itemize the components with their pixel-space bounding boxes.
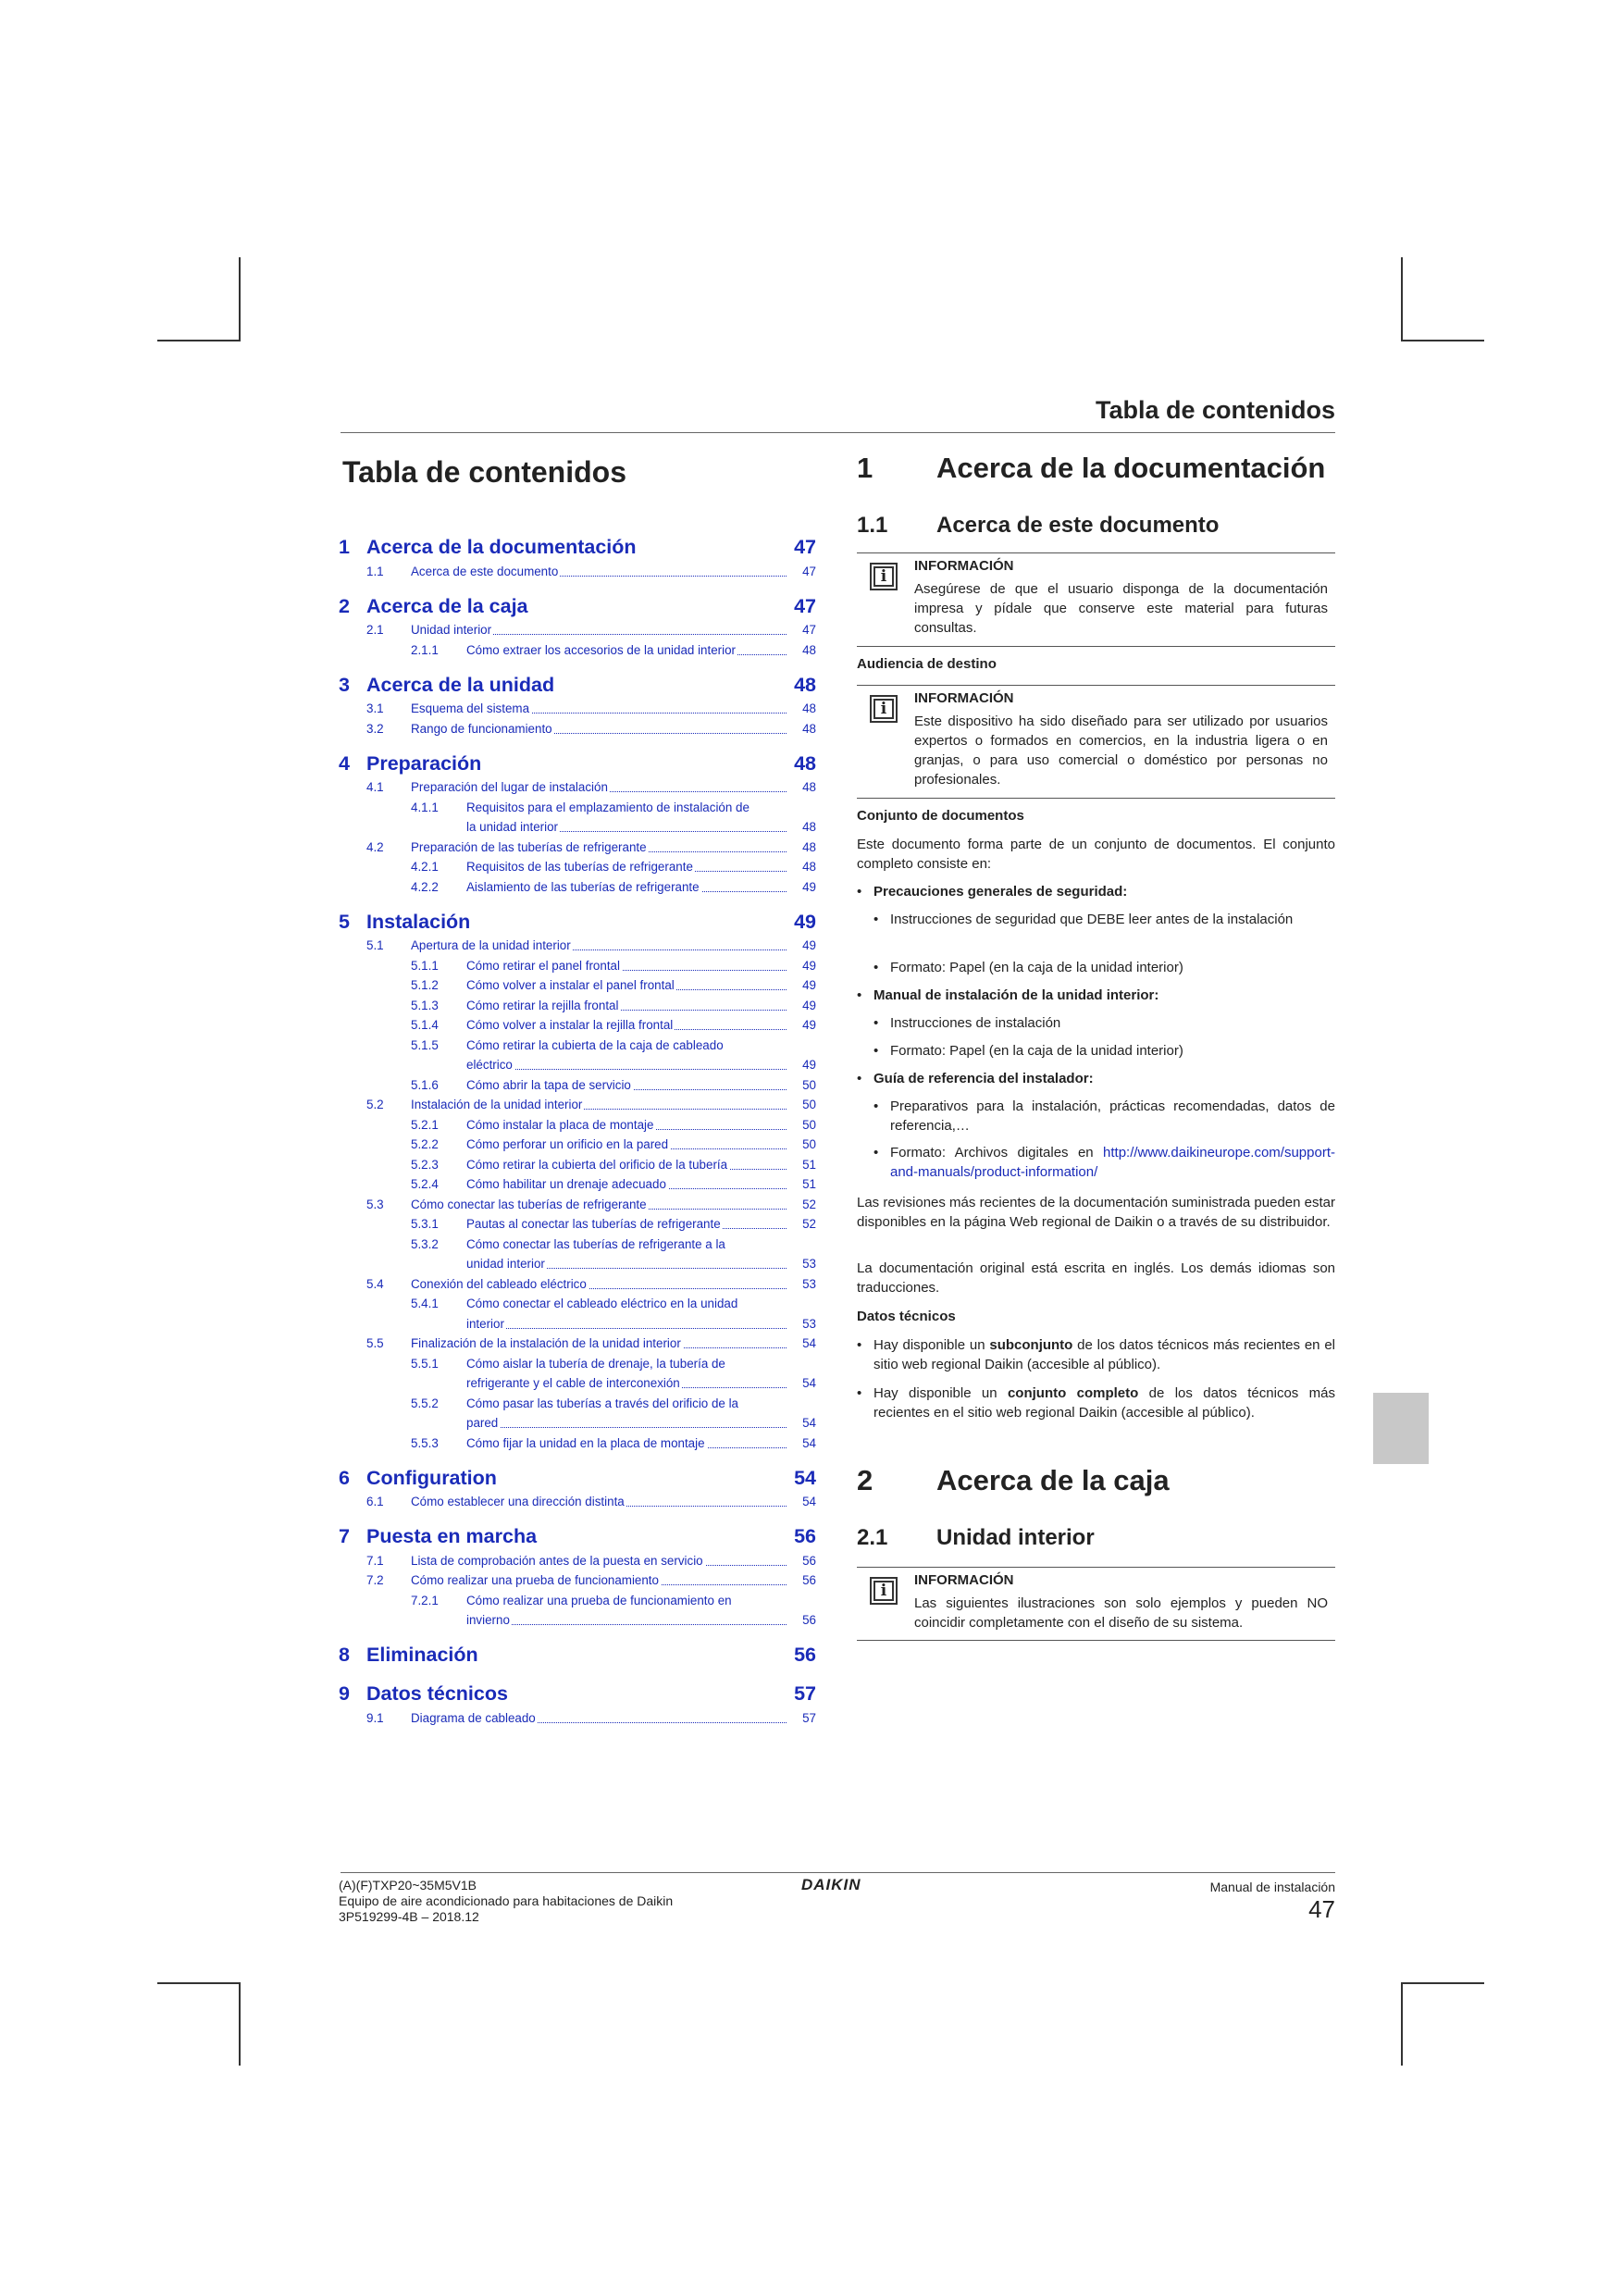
toc-entry-number: 4.2.1 — [411, 860, 439, 874]
section-heading-2-1 — [857, 1525, 1095, 1551]
section-title: Acerca de la caja — [936, 1464, 1170, 1496]
page-number: 47 — [1308, 1895, 1335, 1923]
toc-entry-page: 49 — [802, 938, 816, 952]
toc-entry[interactable] — [339, 1611, 816, 1629]
toc-entry-page: 48 — [802, 820, 816, 834]
crop-mark — [1401, 1982, 1403, 2066]
toc-entry[interactable] — [339, 1116, 816, 1134]
crop-mark — [1401, 340, 1484, 341]
daikin-manuals-link[interactable]: http://www.daikineurope.com/support-and-manuals/product-information/ — [890, 1145, 1335, 1180]
toc-section-number: 3 — [339, 673, 350, 696]
chapter-tab — [1373, 1393, 1429, 1464]
section-heading-2 — [857, 1464, 1170, 1497]
daikin-logo: DAIKIN — [801, 1876, 861, 1893]
list-item: • Guía de referencia del instalador: — [857, 1071, 1094, 1086]
subheading-datos: Datos técnicos — [857, 1309, 956, 1324]
toc-entry[interactable] — [339, 1275, 816, 1293]
toc-entry-number: 5.4 — [366, 1276, 384, 1291]
toc-entry-number: 7.1 — [366, 1553, 384, 1568]
toc-section-number: 1 — [339, 536, 350, 558]
toc-section-number: 5 — [339, 910, 350, 933]
toc-section-page: 56 — [794, 1525, 816, 1547]
toc-entry-number: 5.5 — [366, 1336, 384, 1350]
paragraph: La documentación original está escrita en inglés. Los demás idiomas son traducciones. — [857, 1260, 1335, 1296]
toc-section[interactable] — [339, 751, 816, 776]
toc-entry-number: 5.2.1 — [411, 1117, 439, 1132]
toc-entry[interactable] — [339, 957, 816, 974]
toc-entry-number: 5.2.3 — [411, 1157, 439, 1172]
section-title: Unidad interior — [936, 1525, 1095, 1550]
toc-entry[interactable] — [339, 1016, 816, 1034]
toc-section[interactable] — [339, 593, 816, 619]
info-title: INFORMACIÓN — [914, 1572, 1014, 1588]
toc-entry[interactable] — [339, 878, 816, 896]
section-number: 2 — [857, 1464, 873, 1496]
footer-description: Equipo de aire acondicionado para habitaciones de Daikin — [339, 1893, 674, 1908]
section-heading-1-1 — [857, 513, 1219, 539]
crop-mark — [1401, 1982, 1484, 1984]
toc-entry[interactable] — [339, 778, 816, 796]
toc-entry-number: 5.1.5 — [411, 1037, 439, 1052]
toc-entry[interactable] — [339, 858, 816, 875]
toc-entry[interactable] — [339, 1255, 816, 1272]
toc-entry-label: Lista de comprobación antes de la puesta en servicio — [411, 1553, 703, 1568]
toc-entry-page: 49 — [802, 879, 816, 894]
toc-section-page: 49 — [794, 910, 816, 933]
toc-section-page: 48 — [794, 751, 816, 775]
toc-entry[interactable] — [339, 1374, 816, 1392]
toc-entry[interactable] — [339, 1414, 816, 1432]
toc-entry[interactable] — [339, 700, 816, 717]
toc-section[interactable] — [339, 534, 816, 560]
toc-entry-page: 48 — [802, 642, 816, 657]
toc-entry-page: 50 — [802, 1077, 816, 1092]
info-icon: i — [870, 563, 898, 590]
toc-entry-label: Cómo establecer una dirección distinta — [411, 1495, 625, 1508]
footer-manual: Manual de instalación — [1209, 1880, 1335, 1894]
toc-entry-number: 5.2.4 — [411, 1177, 439, 1191]
toc-entry[interactable] — [339, 818, 816, 836]
toc-entry[interactable] — [339, 1295, 816, 1312]
toc-entry[interactable] — [339, 937, 816, 954]
section-title: Acerca de este documento — [936, 513, 1220, 538]
toc-entry-label: Cómo retirar la cubierta del orificio de la tubería — [466, 1157, 728, 1172]
crop-mark — [157, 1982, 241, 1984]
toc-entry-page: 48 — [802, 839, 816, 854]
toc-entry-number: 5.2.2 — [411, 1137, 439, 1151]
toc-entry-page: 50 — [802, 1098, 816, 1111]
toc-entry-label: Rango de funcionamiento — [411, 721, 552, 736]
toc-entry[interactable] — [339, 1552, 816, 1570]
toc-entry-label: Aislamiento de las tuberías de refrigerante — [466, 879, 700, 894]
toc-entry-label: invierno — [466, 1613, 510, 1627]
toc-entry-number: 7.2.1 — [411, 1593, 439, 1607]
toc-entry-label: Unidad interior — [411, 623, 492, 637]
toc-entry-page: 54 — [802, 1336, 816, 1350]
info-box — [857, 685, 1335, 799]
list-item: • Preparativos para la instalación, prácticas recomendadas, datos de referencia,… — [873, 1098, 1335, 1134]
crop-mark — [239, 257, 241, 341]
footer-code: 3P519299-4B – 2018.12 — [339, 1909, 479, 1924]
list-item: • Hay disponible un conjunto completo de los datos técnicos más recientes en el sitio web regional Daikin (accesible al público). — [857, 1385, 1335, 1421]
toc-entry-page: 53 — [802, 1276, 816, 1291]
toc-entry-number: 3.1 — [366, 701, 384, 715]
toc-entry-label: Cómo habilitar un drenaje adecuado — [466, 1177, 666, 1191]
toc-entry-number: 5.1.1 — [411, 958, 439, 973]
toc-entry[interactable] — [339, 1395, 816, 1412]
toc-entry-number: 3.2 — [366, 721, 384, 736]
toc-entry[interactable] — [339, 621, 816, 639]
toc-entry-label: la unidad interior — [466, 820, 559, 834]
toc-entry-number: 5.1 — [366, 938, 384, 952]
toc-entry-number: 5.5.3 — [411, 1435, 439, 1450]
toc-section-label: Acerca de la documentación — [366, 536, 637, 558]
toc-section-page: 56 — [794, 1644, 816, 1666]
paragraph: Este documento forma parte de un conjunto de documentos. El conjunto completo consiste en: — [857, 837, 1335, 872]
toc-entry-label: Cómo realizar una prueba de funcionamiento en — [466, 1593, 732, 1607]
toc-entry-label: Cómo conectar el cableado eléctrico en la unidad — [466, 1297, 738, 1310]
toc-entry[interactable] — [339, 1571, 816, 1589]
toc-entry-number: 5.2 — [366, 1098, 384, 1111]
toc-entry-label: eléctrico — [466, 1058, 513, 1072]
toc-section-label: Acerca de la unidad — [366, 673, 555, 696]
footer-info — [339, 1878, 673, 1925]
toc-entry-label: Acerca de este documento — [411, 564, 559, 578]
toc-entry-page: 53 — [802, 1316, 816, 1331]
toc-entry-number: 4.2.2 — [411, 879, 439, 894]
toc-entry-label: Preparación del lugar de instalación — [411, 780, 608, 794]
toc-entry-page: 56 — [802, 1573, 816, 1587]
toc-entry-number: 5.3 — [366, 1197, 384, 1211]
footer-model: (A)(F)TXP20~35M5V1B — [339, 1878, 477, 1893]
toc-section[interactable] — [339, 1465, 816, 1491]
running-header: Tabla de contenidos — [1095, 396, 1335, 424]
toc-entry-page: 54 — [802, 1376, 816, 1390]
toc-section-number: 6 — [339, 1466, 350, 1489]
toc-entry-label: Requisitos para el emplazamiento de instalación de — [466, 800, 750, 814]
toc-entry-page: 56 — [802, 1553, 816, 1568]
toc-entry-number: 5.1.6 — [411, 1077, 439, 1092]
list-item: • Formato: Papel (en la caja de la unidad interior) — [873, 960, 1183, 975]
table-of-contents — [339, 534, 816, 1727]
toc-section-label: Eliminación — [366, 1644, 478, 1666]
toc-entry[interactable] — [339, 1709, 816, 1727]
toc-entry[interactable] — [339, 997, 816, 1014]
toc-entry[interactable] — [339, 720, 816, 738]
toc-entry-number: 5.3.2 — [411, 1236, 439, 1251]
info-title: INFORMACIÓN — [914, 558, 1014, 574]
toc-section-page: 54 — [794, 1466, 816, 1489]
toc-entry[interactable] — [339, 1036, 816, 1054]
toc-entry-label: refrigerante y el cable de interconexión — [466, 1376, 680, 1390]
list-item: • Precauciones generales de seguridad: — [857, 884, 1128, 900]
toc-entry-page: 48 — [802, 701, 816, 715]
toc-section[interactable] — [339, 672, 816, 698]
toc-entry[interactable] — [339, 1175, 816, 1193]
section-number: 2.1 — [857, 1525, 888, 1550]
subheading-conjunto: Conjunto de documentos — [857, 808, 1024, 824]
toc-entry[interactable] — [339, 1096, 816, 1113]
toc-entry-label: Cómo instalar la placa de montaje — [466, 1117, 654, 1132]
footer-rule — [341, 1872, 1335, 1873]
toc-entry-label: Diagrama de cableado — [411, 1710, 536, 1725]
toc-entry-number: 1.1 — [366, 564, 384, 578]
toc-entry-number: 7.2 — [366, 1573, 384, 1587]
info-box — [857, 1567, 1335, 1641]
toc-entry-page: 50 — [802, 1137, 816, 1151]
crop-mark — [157, 340, 241, 341]
toc-entry-label: Preparación de las tuberías de refrigerante — [411, 839, 647, 854]
toc-entry-page: 52 — [802, 1217, 816, 1231]
list-item: • Instrucciones de seguridad que DEBE leer antes de la instalación — [873, 912, 1294, 927]
toc-entry[interactable] — [339, 1196, 816, 1213]
toc-entry-page: 54 — [802, 1495, 816, 1508]
toc-entry-label: Cómo fijar la unidad en la placa de montaje — [466, 1435, 705, 1450]
info-title: INFORMACIÓN — [914, 690, 1014, 706]
subheading-audiencia: Audiencia de destino — [857, 656, 997, 672]
toc-entry[interactable] — [339, 1334, 816, 1352]
toc-entry[interactable] — [339, 1592, 816, 1609]
toc-entry-label: Cómo abrir la tapa de servicio — [466, 1077, 631, 1092]
toc-entry-page: 57 — [802, 1710, 816, 1725]
toc-entry-page: 54 — [802, 1435, 816, 1450]
toc-entry-page: 52 — [802, 1197, 816, 1211]
toc-entry-label: Cómo volver a instalar la rejilla frontal — [466, 1018, 674, 1032]
toc-entry-label: Cómo aislar la tubería de drenaje, la tubería de — [466, 1356, 725, 1371]
toc-entry-label: Apertura de la unidad interior — [411, 938, 571, 952]
toc-entry-page: 50 — [802, 1117, 816, 1132]
toc-entry-number: 5.1.4 — [411, 1018, 439, 1032]
toc-entry-page: 56 — [802, 1613, 816, 1627]
toc-entry[interactable] — [339, 1493, 816, 1510]
toc-entry[interactable] — [339, 1076, 816, 1094]
info-text: Asegúrese de que el usuario disponga de la documentación impresa y pídale que conserve este material para futuras consultas. — [914, 581, 1328, 636]
toc-section[interactable] — [339, 1681, 816, 1706]
toc-entry[interactable] — [339, 1315, 816, 1333]
toc-entry-number: 5.5.1 — [411, 1356, 439, 1371]
toc-section-label: Configuration — [366, 1466, 497, 1489]
toc-entry-number: 5.1.2 — [411, 978, 439, 992]
toc-entry[interactable] — [339, 1235, 816, 1253]
toc-section-number: 4 — [339, 751, 350, 775]
toc-section-page: 47 — [794, 594, 816, 617]
toc-entry-label: Cómo extraer los accesorios de la unidad interior — [466, 642, 737, 657]
toc-entry[interactable] — [339, 1056, 816, 1074]
toc-entry-label: Cómo perforar un orificio en la pared — [466, 1137, 669, 1151]
toc-section-number: 2 — [339, 594, 350, 617]
toc-entry-label: Cómo conectar las tuberías de refrigerante — [411, 1197, 647, 1211]
toc-section-page: 47 — [794, 536, 816, 558]
section-heading-1 — [857, 452, 1325, 485]
toc-entry[interactable] — [339, 1434, 816, 1452]
toc-entry-label: Cómo retirar el panel frontal — [466, 958, 620, 973]
toc-section-label: Instalación — [366, 910, 471, 933]
toc-entry-label: Pautas al conectar las tuberías de refrigerante — [466, 1217, 721, 1231]
list-item: • Formato: Papel (en la caja de la unidad interior) — [873, 1043, 1183, 1059]
toc-entry-number: 5.1.3 — [411, 998, 439, 1012]
toc-entry-page: 53 — [802, 1257, 816, 1271]
toc-section-page: 48 — [794, 673, 816, 696]
crop-mark — [239, 1982, 241, 2066]
toc-section-number: 7 — [339, 1525, 350, 1547]
toc-entry-label: Requisitos de las tuberías de refrigerante — [466, 860, 693, 874]
toc-entry-page: 49 — [802, 1018, 816, 1032]
toc-entry-page: 51 — [802, 1177, 816, 1191]
toc-section-page: 57 — [794, 1682, 816, 1705]
crop-mark — [1401, 257, 1403, 341]
info-text: Este dispositivo ha sido diseñado para ser utilizado por usuarios expertos o formados en comercios, en la industria ligera o en granjas, o para uso comercial o doméstico por personas no profesionales. — [914, 714, 1328, 788]
toc-entry[interactable] — [339, 1355, 816, 1372]
list-item: • Manual de instalación de la unidad interior: — [857, 987, 1159, 1003]
info-box — [857, 552, 1335, 647]
toc-section[interactable] — [339, 1642, 816, 1668]
toc-entry-number: 9.1 — [366, 1710, 384, 1725]
header-rule — [341, 432, 1335, 433]
toc-entry[interactable] — [339, 799, 816, 816]
toc-entry-page: 47 — [802, 623, 816, 637]
toc-entry[interactable] — [339, 838, 816, 856]
toc-entry[interactable] — [339, 1215, 816, 1233]
toc-entry-page: 48 — [802, 860, 816, 874]
toc-title: Tabla de contenidos — [342, 455, 626, 489]
toc-entry-label: interior — [466, 1316, 504, 1331]
toc-entry-number: 5.5.2 — [411, 1396, 439, 1410]
info-icon: i — [870, 1577, 898, 1605]
toc-entry[interactable] — [339, 641, 816, 659]
toc-section[interactable] — [339, 909, 816, 935]
toc-section-label: Preparación — [366, 751, 482, 775]
section-number: 1 — [857, 452, 873, 484]
toc-entry-label: Esquema del sistema — [411, 701, 530, 715]
toc-section-label: Puesta en marcha — [366, 1525, 538, 1547]
toc-entry-page: 47 — [802, 564, 816, 578]
paragraph: Las revisiones más recientes de la documentación suministrada pueden estar disponibles en la página Web regional de Daikin o a través de su distribuidor. — [857, 1195, 1335, 1230]
toc-entry-page: 48 — [802, 721, 816, 736]
list-item: • Instrucciones de instalación — [873, 1015, 1061, 1031]
toc-entry-label: Instalación de la unidad interior — [411, 1098, 583, 1111]
toc-entry-number: 4.1.1 — [411, 800, 439, 814]
toc-entry-label: Cómo pasar las tuberías a través del orificio de la — [466, 1396, 738, 1410]
toc-entry-label: Cómo conectar las tuberías de refrigerante a la — [466, 1236, 725, 1251]
toc-entry-page: 51 — [802, 1157, 816, 1172]
toc-entry[interactable] — [339, 976, 816, 994]
toc-entry-page: 49 — [802, 998, 816, 1012]
list-item: • Formato: Archivos digitales en http://www.daikineurope.com/support-and-manuals/product-information/ — [873, 1145, 1335, 1180]
section-title: Acerca de la documentación — [936, 452, 1326, 484]
toc-section-label: Acerca de la caja — [366, 594, 528, 617]
toc-entry-label: Cómo retirar la cubierta de la caja de cableado — [466, 1037, 724, 1052]
toc-entry-number: 2.1.1 — [411, 642, 439, 657]
toc-entry-label: Cómo volver a instalar el panel frontal — [466, 978, 675, 992]
info-icon: i — [870, 695, 898, 723]
toc-entry-number: 4.2 — [366, 839, 384, 854]
toc-entry-number: 2.1 — [366, 623, 384, 637]
toc-section-label: Datos técnicos — [366, 1682, 508, 1705]
toc-entry-page: 54 — [802, 1416, 816, 1430]
toc-entry-page: 48 — [802, 780, 816, 794]
toc-entry-page: 49 — [802, 958, 816, 973]
toc-entry-page: 49 — [802, 978, 816, 992]
info-text: Las siguientes ilustraciones son solo ejemplos y pueden NO coincidir completamente con el diseño de su sistema. — [914, 1595, 1328, 1631]
toc-entry-number: 5.3.1 — [411, 1217, 439, 1231]
list-item: • Hay disponible un subconjunto de los datos técnicos más recientes en el sitio web regional Daikin (accesible al público). — [857, 1337, 1335, 1372]
toc-entry[interactable] — [339, 1156, 816, 1173]
toc-section-number: 9 — [339, 1682, 350, 1705]
toc-entry-number: 4.1 — [366, 780, 384, 794]
toc-entry[interactable] — [339, 563, 816, 580]
toc-entry-label: Cómo realizar una prueba de funcionamiento — [411, 1573, 659, 1587]
toc-section[interactable] — [339, 1523, 816, 1549]
toc-entry-number: 5.4.1 — [411, 1297, 439, 1310]
toc-entry-label: Cómo retirar la rejilla frontal — [466, 998, 619, 1012]
toc-entry[interactable] — [339, 1136, 816, 1153]
toc-entry-label: pared — [466, 1416, 499, 1430]
toc-entry-label: unidad interior — [466, 1257, 545, 1271]
toc-section-number: 8 — [339, 1644, 350, 1666]
toc-entry-label: Conexión del cableado eléctrico — [411, 1276, 587, 1291]
toc-entry-label: Finalización de la instalación de la unidad interior — [411, 1336, 681, 1350]
toc-entry-page: 49 — [802, 1058, 816, 1072]
toc-entry-number: 6.1 — [366, 1495, 384, 1508]
section-number: 1.1 — [857, 513, 888, 538]
